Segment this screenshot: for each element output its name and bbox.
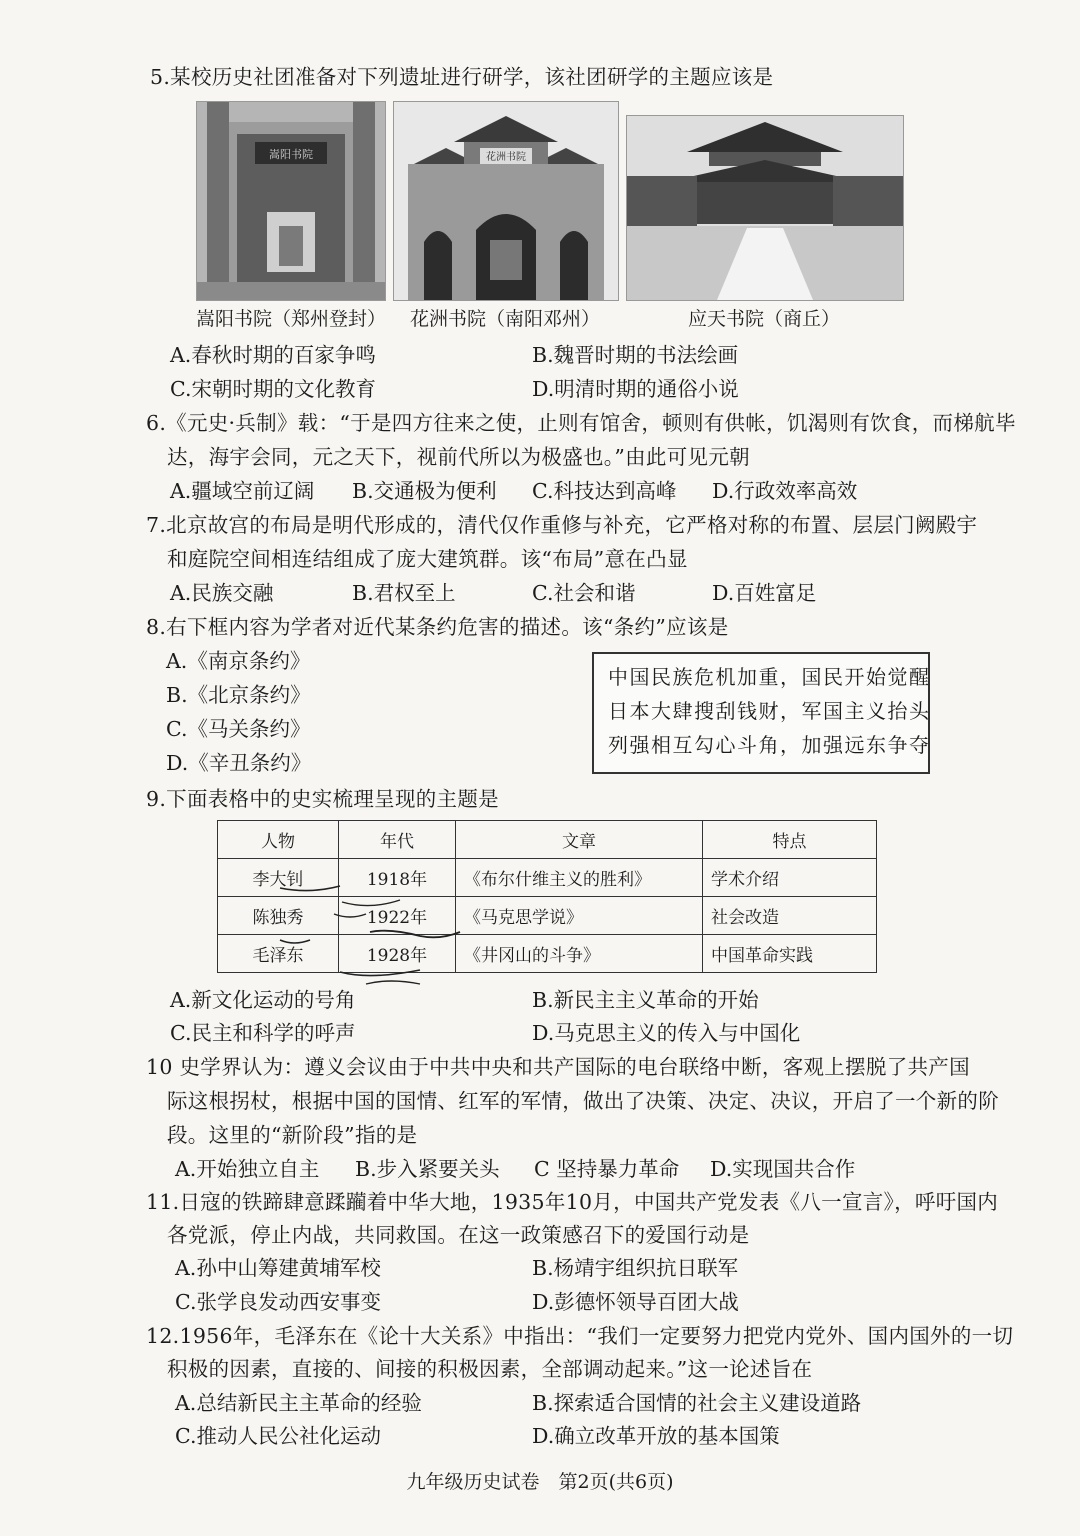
- q8-box-line1: 中国民族危机加重，国民开始觉醒: [608, 665, 931, 689]
- q10-option-d: D.实现国共合作: [710, 1157, 856, 1181]
- q8-stem: 8.右下框内容为学者对近代某条约危害的描述。该“条约”应该是: [146, 615, 729, 639]
- q11-option-a: A.孙中山筹建黄埔军校: [175, 1256, 381, 1280]
- q11-option-d: D.彭德怀领导百团大战: [532, 1290, 739, 1314]
- q10-stem-line1: 10 史学界认为：遵义会议由于中共中央和共产国际的电台联络中断，客观上摆脱了共产国: [146, 1055, 970, 1079]
- huazhou-sign-text: 花洲书院: [486, 152, 526, 163]
- q10-stem-line3: 段。这里的“新阶段”指的是: [167, 1123, 418, 1147]
- q5-stem: 5.某校历史社团准备对下列遗址进行研学，该社团研学的主题应该是: [150, 65, 774, 89]
- q7-option-c: C.社会和谐: [532, 581, 636, 605]
- yingtian-academy-image: [627, 116, 903, 300]
- q12-stem-line1: 12.1956年，毛泽东在《论十大关系》中指出：“我们一定要努力把党内党外、国内国外的一切: [146, 1324, 1014, 1348]
- q12-stem-line2: 积极的因素，直接的、间接的积极因素，全部调动起来。”这一论述旨在: [167, 1357, 813, 1381]
- q9-option-d: D.马克思主义的传入与中国化: [532, 1021, 801, 1045]
- q8-box-line2: 日本大肆搜刮钱财，军国主义抬头: [608, 699, 931, 723]
- table-header-person: 人物: [218, 821, 339, 859]
- q8-option-c: C.《马关条约》: [166, 717, 311, 741]
- q12-option-d: D.确立改革开放的基本国策: [532, 1424, 780, 1448]
- yingtian-caption: 应天书院（商丘）: [687, 308, 840, 330]
- q12-option-b: B.探索适合国情的社会主义建设道路: [532, 1391, 862, 1415]
- q7-option-b: B.君权至上: [352, 581, 456, 605]
- q5-option-a: A.春秋时期的百家争鸣: [170, 343, 376, 367]
- pen-scribble-marks: [270, 880, 470, 990]
- table-cell-year: 1918年: [339, 859, 456, 897]
- q8-option-a: A.《南京条约》: [166, 649, 311, 673]
- table-header-row: [218, 821, 877, 859]
- songyang-caption: 嵩阳书院（郑州登封）: [196, 308, 387, 330]
- table-cell-article: 《布尔什维主义的胜利》: [456, 859, 703, 897]
- q12-option-a: A.总结新民主主革命的经验: [175, 1391, 422, 1415]
- table-cell-year: 1928年: [339, 935, 456, 973]
- q6-stem-line1: 6.《元史·兵制》载：“于是四方往来之使，止则有馆舍，顿则有供帐，饥渴则有饮食，而梯航毕: [146, 411, 1016, 435]
- q7-option-a: A.民族交融: [170, 581, 274, 605]
- q6-stem-line2: 达，海宇会同，元之天下，视前代所以为极盛也。”由此可见元朝: [167, 445, 750, 469]
- q10-option-c: C 坚持暴力革命: [534, 1157, 680, 1181]
- huazhou-caption: 花洲书院（南阳邓州）: [409, 308, 600, 330]
- q12-option-c: C.推动人民公社化运动: [175, 1424, 381, 1448]
- q7-stem-line2: 和庭院空间相连结组成了庞大建筑群。该“布局”意在凸显: [167, 547, 688, 571]
- yingtian-academy-photo: [626, 115, 904, 301]
- table-header-article: 文章: [456, 821, 703, 859]
- q8-option-d: D.《辛丑条约》: [166, 751, 312, 775]
- table-header-year: 年代: [339, 821, 456, 859]
- table-cell-feature: 社会改造: [703, 897, 877, 935]
- table-cell-year: 1922年: [339, 897, 456, 935]
- table-cell-article: 《井冈山的斗争》: [456, 935, 703, 973]
- q8-option-b: B.《北京条约》: [166, 683, 311, 707]
- q10-option-a: A.开始独立自主: [175, 1157, 320, 1181]
- table-cell-article: 《马克思学说》: [456, 897, 703, 935]
- q5-option-b: B.魏晋时期的书法绘画: [532, 343, 739, 367]
- q6-option-d: D.行政效率高效: [712, 479, 858, 503]
- q6-option-c: C.科技达到高峰: [532, 479, 677, 503]
- q11-stem-line1: 11.日寇的铁蹄肆意蹂躏着中华大地，1935年10月，中国共产党发表《八一宣言》，呼吁国内: [146, 1190, 999, 1214]
- q9-option-c: C.民主和科学的呼声: [170, 1021, 356, 1045]
- huazhou-academy-image: [394, 102, 618, 300]
- q11-stem-line2: 各党派，停止内战，共同救国。在这一政策感召下的爱国行动是: [167, 1223, 750, 1247]
- q8-box-line3: 列强相互勾心斗角，加强远东争夺: [608, 733, 931, 757]
- q5-option-c: C.宋朝时期的文化教育: [170, 377, 376, 401]
- songyang-academy-photo: [196, 101, 386, 301]
- table-cell-feature: 中国革命实践: [703, 935, 877, 973]
- q5-option-d: D.明清时期的通俗小说: [532, 377, 739, 401]
- q9-option-b: B.新民主主义革命的开始: [532, 988, 759, 1012]
- table-cell-feature: 学术介绍: [703, 859, 877, 897]
- songyang-sign-text: 嵩阳书院: [269, 148, 313, 161]
- huazhou-academy-photo: [393, 101, 619, 301]
- q11-option-c: C.张学良发动西安事变: [175, 1290, 381, 1314]
- table-cell-person: 陈独秀: [218, 897, 339, 935]
- q9-option-a: A.新文化运动的号角: [170, 988, 356, 1012]
- q9-stem: 9.下面表格中的史实梳理呈现的主题是: [146, 787, 499, 811]
- page-footer: 九年级历史试卷 第2页(共6页): [406, 1471, 674, 1493]
- table-header-feature: 特点: [703, 821, 877, 859]
- q8-quote-box: [592, 652, 930, 774]
- table-cell-person: 李大钊: [218, 859, 339, 897]
- q10-option-b: B.步入紧要关头: [355, 1157, 500, 1181]
- q6-option-b: B.交通极为便利: [352, 479, 497, 503]
- q7-stem-line1: 7.北京故宫的布局是明代形成的，清代仅作重修与补充，它严格对称的布置、层层门阙殿宇: [146, 513, 978, 537]
- q10-stem-line2: 际这根拐杖，根据中国的国情、红军的军情，做出了决策、决定、决议，开启了一个新的阶: [167, 1089, 999, 1113]
- q7-option-d: D.百姓富足: [712, 581, 817, 605]
- songyang-academy-image: [197, 102, 385, 300]
- q6-option-a: A.疆域空前辽阔: [170, 479, 315, 503]
- q11-option-b: B.杨靖宇组织抗日联军: [532, 1256, 739, 1280]
- table-cell-person: 毛泽东: [218, 935, 339, 973]
